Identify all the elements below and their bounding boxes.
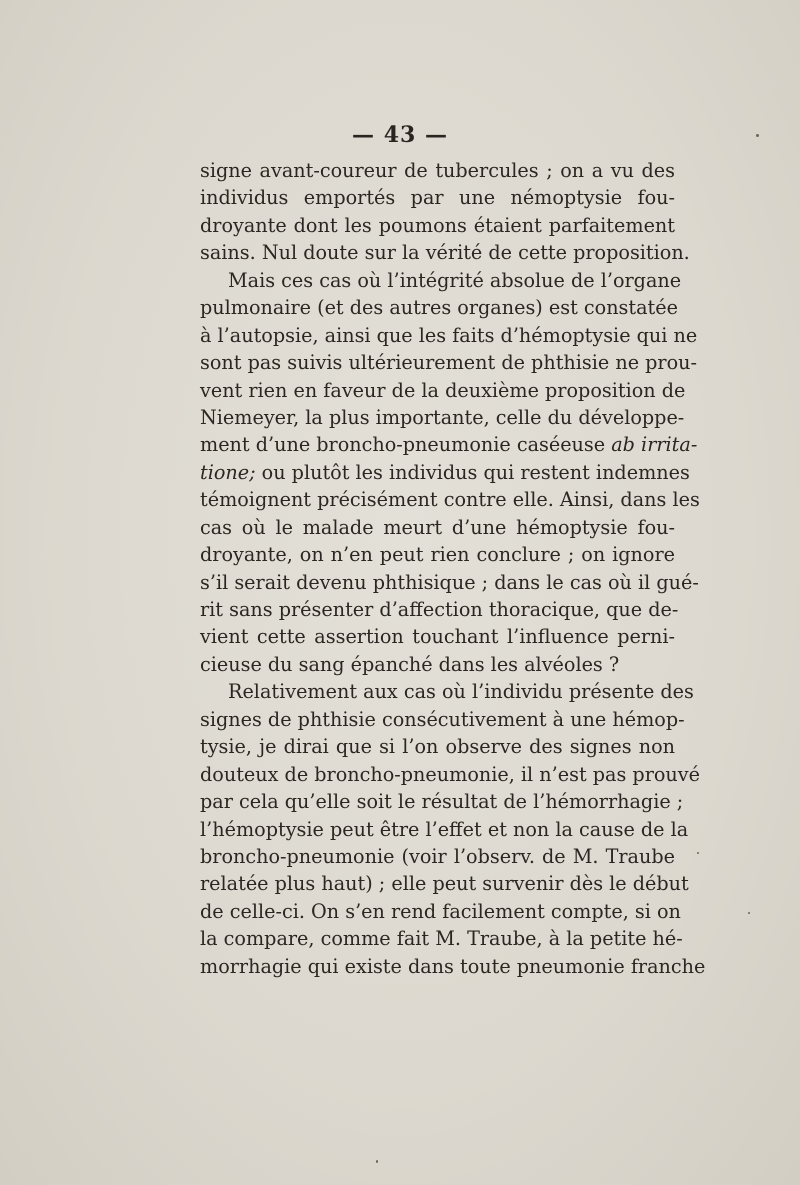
text-line <box>200 431 698 458</box>
text-line: Mais ces cas où l’intégrité absolue de l’organe <box>228 268 682 292</box>
text-line: de celle-ci. On s’en rend facilement compte, si on <box>200 899 681 923</box>
text-line: Niemeyer, la plus importante, celle du développe- <box>200 405 685 429</box>
text-line: à l’autopsie, ainsi que les faits d’hémoptysie qui ne <box>200 323 698 347</box>
text-line <box>200 459 690 486</box>
text-line: Relativement aux cas où l’individu présente des <box>228 680 694 704</box>
paper-speck <box>697 852 699 854</box>
text-line: témoignent précisément contre elle. Ainsi, dans les <box>200 488 700 512</box>
text-line: signes de phthisie consécutivement à une hémop- <box>200 707 685 731</box>
text-line: cas où le malade meurt d’une hémoptysie fou- <box>200 515 675 539</box>
text-line: l’hémoptysie peut être l’effet et non la cause de la <box>200 817 689 841</box>
text-line: individus emportés par une némoptysie fou- <box>200 186 675 210</box>
paper-speck <box>748 912 750 914</box>
text-run: ment d’une broncho-pneumonie caséeuse <box>200 433 612 457</box>
italic-text-run: tione; <box>200 460 256 484</box>
paper-speck <box>756 134 759 137</box>
text-line: la compare, comme fait M. Traube, à la petite hé- <box>200 927 683 951</box>
text-line: relatée plus haut) ; elle peut survenir dès le début <box>200 872 689 896</box>
text-line: sains. Nul doute sur la vérité de cette proposition. <box>200 241 690 265</box>
text-line: tysie, je dirai que si l’on observe des signes non <box>200 735 675 759</box>
text-line: par cela qu’elle soit le résultat de l’hémorrhagie ; <box>200 790 684 814</box>
paper-speck <box>376 1160 378 1163</box>
text-run: ou plutôt les individus qui restent indemnes <box>255 460 690 484</box>
body-text <box>200 157 706 980</box>
text-line: morrhagie qui existe dans toute pneumonie franche <box>200 954 706 978</box>
text-line: pulmonaire (et des autres organes) est constatée <box>200 296 678 320</box>
text-line: broncho-pneumonie (voir l’observ. de M. Traube <box>200 844 675 868</box>
text-line: droyante dont les poumons étaient parfaitement <box>200 213 675 237</box>
text-line: douteux de broncho-pneumonie, il n’est pas prouvé <box>200 762 700 786</box>
text-line: vient cette assertion touchant l’influence perni- <box>200 625 675 649</box>
text-line: droyante, on n’en peut rien conclure ; on ignore <box>200 543 675 567</box>
italic-text-run: ab irrita- <box>611 433 698 457</box>
text-line: s’il serait devenu phthisique ; dans le cas où il gué- <box>200 570 699 594</box>
text-line: cieuse du sang épanché dans les alvéoles ? <box>200 652 620 676</box>
page-number: — 43 — <box>352 122 448 148</box>
text-line: sont pas suivis ultérieurement de phthisie ne prou- <box>200 351 698 375</box>
text-line: vent rien en faveur de la deuxième proposition de <box>200 378 686 402</box>
text-line: signe avant-coureur de tubercules ; on a vu des <box>200 159 675 182</box>
text-line: rit sans présenter d’affection thoracique, que de- <box>200 598 679 621</box>
